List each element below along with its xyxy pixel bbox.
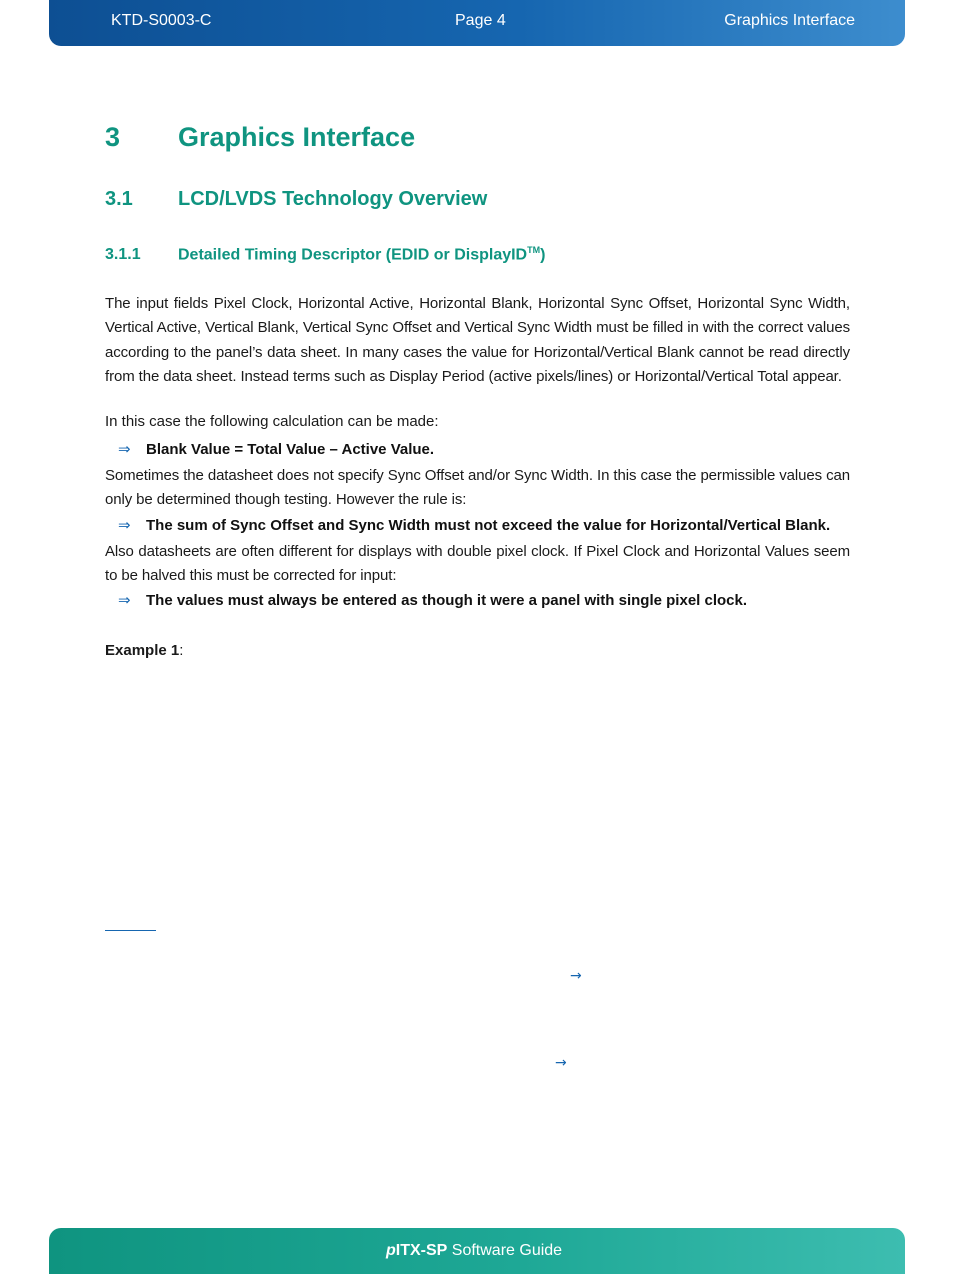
rule-sync-sum — [118, 516, 830, 534]
section-heading — [105, 188, 487, 211]
example-label — [105, 642, 183, 659]
footer-title — [386, 1242, 562, 1260]
chapter-title: Graphics Interface — [178, 122, 416, 152]
implies-arrow-icon: ⇒ — [118, 591, 131, 609]
rule-single-pixel-clock-text: The values must always be entered as though it were a panel with single pixel clock. — [146, 592, 748, 609]
intro-paragraph: The input fields Pixel Clock, Horizontal Active, Horizontal Blank, Horizontal Sync Offset, Horizontal Sync Width, Vertical Active, Vertical Blank, Vertical Sync Offset and Vertical Sync Width must be filled in with the correct values according to the panel’s data sheet. In many cases the value for Horizontal/Vertical Blank cannot be read directly from the data sheet. Instead terms such as Display Period (active pixels/lines) or Horizontal/Vertical Total appear. — [105, 295, 850, 385]
page-footer-bar — [49, 1228, 905, 1274]
implies-arrow-icon: ⇒ — [118, 516, 131, 534]
right-arrow-icon: → — [555, 1055, 567, 1071]
brand-prefix: p — [386, 1242, 396, 1259]
brand-name: ITX-SP — [395, 1242, 448, 1259]
sync-paragraph-block — [105, 464, 850, 513]
page-header-bar — [49, 0, 905, 46]
trademark-superscript: TM — [527, 245, 541, 255]
pixel-clock-paragraph-block — [105, 540, 850, 589]
section-title: LCD/LVDS Technology Overview — [178, 188, 488, 210]
rule-sync-sum-text: The sum of Sync Offset and Sync Width must not exceed the value for Horizontal/Vertical Blank. — [146, 517, 831, 534]
implies-arrow-icon: ⇒ — [118, 440, 131, 458]
guide-title: Software Guide — [447, 1242, 563, 1259]
subsection-title-close: ) — [540, 246, 546, 264]
header-section-title: Graphics Interface — [724, 12, 855, 29]
rule-blank-value — [118, 440, 434, 458]
page-number: Page 4 — [455, 12, 506, 29]
section-number: 3.1 — [105, 188, 133, 210]
rule-blank-value-text: Blank Value = Total Value – Active Value. — [146, 441, 435, 458]
example-label-text: Example 1 — [105, 642, 180, 659]
rule-single-pixel-clock — [118, 591, 747, 609]
calculation-intro: In this case the following calculation can be made: — [105, 413, 439, 430]
underline-divider — [105, 930, 156, 931]
subsection-title: Detailed Timing Descriptor (EDID or DisplayID — [178, 246, 528, 264]
pixel-clock-paragraph: Also datasheets are often different for displays with double pixel clock. If Pixel Clock and Horizontal Values seem to be halved this must be corrected for input: — [105, 543, 850, 585]
intro-paragraph-block — [105, 292, 850, 389]
chapter-number: 3 — [105, 122, 121, 152]
subsection-number: 3.1.1 — [105, 246, 141, 264]
chapter-heading — [105, 122, 415, 153]
right-arrow-icon: → — [570, 968, 582, 984]
example-label-colon: : — [179, 642, 184, 659]
document-id: KTD-S0003-C — [111, 12, 212, 29]
subsection-heading — [105, 245, 545, 264]
sync-paragraph: Sometimes the datasheet does not specify Sync Offset and/or Sync Width. In this case the permissible values can only be determined though testing. However the rule is: — [105, 467, 850, 509]
